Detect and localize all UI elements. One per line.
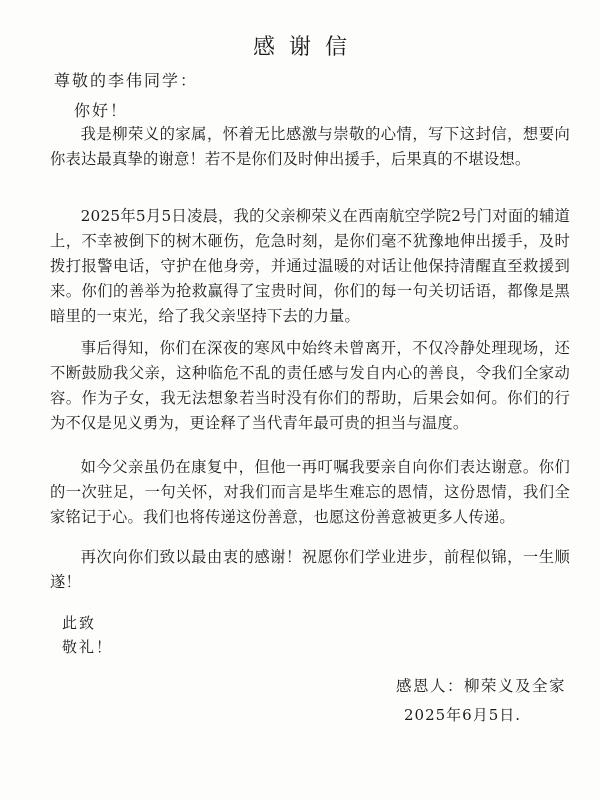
salutation: 尊敬的李伟同学：: [54, 71, 199, 90]
letter-date: 2025年6月5日.: [404, 706, 522, 724]
greeting: 你好！: [74, 101, 129, 120]
body-paragraph-4: 如今父亲虽仍在康复中，但他一再叮嘱我要亲自向你们表达谢意。你们的一次驻足，一句关怀，对我们而言是毕生难忘的恩情，这份恩情，我们全家铭记于心。我们也将传递这份善意，也愿这份善意被更多人传递。: [50, 458, 570, 526]
closing-line-2: 敬礼！: [62, 638, 114, 656]
body-paragraph-1: 我是柳荣义的家属，怀着无比感激与崇敬的心情，写下这封信，想要向你表达最真挚的谢意！若不是你们及时伸出援手，后果真的不堪设想。: [50, 125, 570, 168]
body-paragraph-3: 事后得知，你们在深夜的寒风中始终未曾离开，不仅冷静处理现场，还不断鼓励我父亲，这种临危不乱的责任感与发自内心的善良，令我们全家动容。作为子女，我无法想象若当时没有你们的帮助，后果会如何。你们的行为不仅是见义勇为，更诠释了当代青年最可贵的担当与温度。: [50, 339, 570, 432]
closing-line-1: 此致: [62, 614, 97, 632]
letter-title: 感谢信: [252, 35, 361, 60]
signature: 感恩人：柳荣义及全家: [396, 677, 567, 695]
body-paragraph-5: 再次向你们致以最由衷的感谢！祝愿你们学业进步，前程似锦，一生顺遂！: [50, 548, 570, 591]
body-paragraph-2: 2025年5月5日凌晨，我的父亲柳荣义在西南航空学院2号门对面的辅道上，不幸被倒下的树木砸伤，危急时刻，是你们毫不犹豫地伸出援手，及时拨打报警电话，守护在他身旁，并通过温暖的对话让他保持清醒直至救援到来。你们的善举为抢救赢得了宝贵时间，你们的每一句关切话语，都像是黑暗里的一束光，给了我父亲坚持下去的力量。: [50, 207, 570, 325]
